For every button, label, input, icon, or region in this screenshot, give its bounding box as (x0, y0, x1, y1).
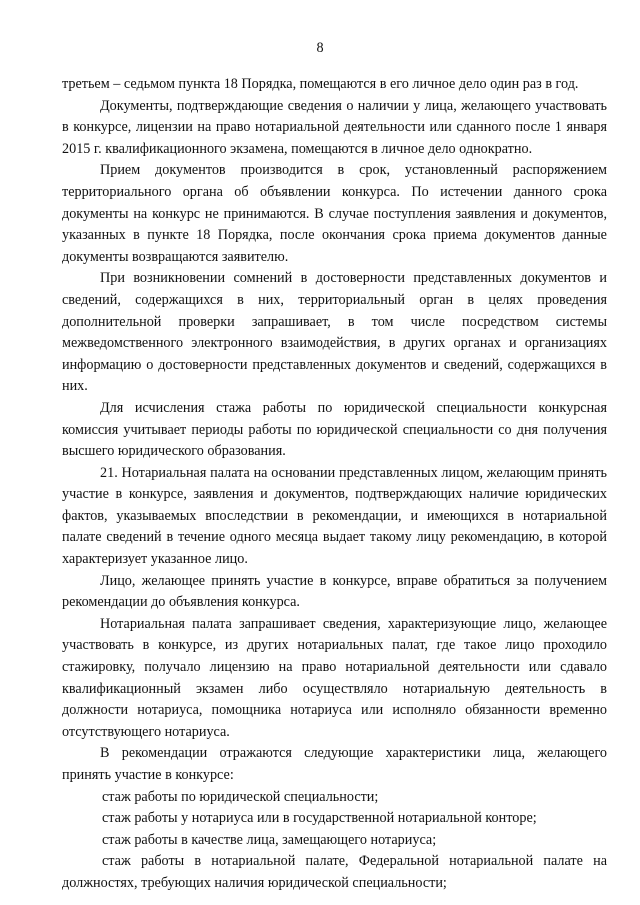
list-item: стаж работы по юридической специальности; (102, 788, 379, 805)
paragraph-license-documents: Документы, подтверждающие сведения о наличии у лица, желающего участвовать в конкурсе, лицензии на право нотариальной деятельности или сданного после 1 января 2015 г. квалификационного экзамена, помещаются в личное дело однократно. (62, 97, 607, 157)
list-item: стаж работы в нотариальной палате, Федеральной нотариальной палате на должностях, требующих наличия юридической специальности; (62, 853, 607, 891)
paragraph-chamber-inquiry: Нотариальная палата запрашивает сведения, характеризующие лицо, желающее участвовать в конкурсе, из других нотариальных палат, где такое лицо проходило стажировку, получало лицензию на право нотариальной деятельности или сдавало квалификационный экзамен либо осуществляло нотариальную деятельность в должности нотариуса, помощника нотариуса или исполняло обязанности временно отсутствующего нотариуса. (62, 615, 607, 740)
list-item: стаж работы в качестве лица, замещающего нотариуса; (102, 831, 437, 848)
paragraph-verification: При возникновении сомнений в достоверности представленных документов и сведений, содержащихся в них, территориальный орган в целях проведения дополнительной проверки запрашивает, в том числе посредством системы межведомственного электронного взаимодействия, в других органах и организациях информацию о достоверности представленных документов и сведений, содержащихся в них. (62, 270, 607, 395)
list-item: стаж работы у нотариуса или в государственной нотариальной конторе; (102, 810, 537, 827)
paragraph-recommendation-contents: В рекомендации отражаются следующие характеристики лица, желающего принять участие в конкурсе: (62, 745, 607, 783)
paragraph-recommendation-request: Лицо, желающее принять участие в конкурсе, вправе обратиться за получением рекомендации до объявления конкурса. (62, 572, 607, 611)
paragraph-continuation: третьем – седьмом пункта 18 Порядка, помещаются в его личное дело один раз в год. (62, 76, 579, 92)
page-number: 8 (316, 40, 324, 56)
paragraph-experience-calculation: Для исчисления стажа работы по юридической специальности конкурсная комиссия учитывает периоды работы по юридической специальности со дня получения высшего юридического образования. (62, 399, 607, 460)
paragraph-clause-21: 21. Нотариальная палата на основании представленных лицом, желающим принять участие в конкурсе, заявления и документов, подтверждающих наличие юридических фактов, указываемых впоследствии в рекомендации, и имеющихся в нотариальной палате сведений в течение одного месяца выдает такому лицу рекомендацию, в которой характеризует указанное лицо. (62, 464, 607, 568)
paragraph-document-acceptance: Прием документов производится в срок, установленный распоряжением территориального органа об объявлении конкурса. По истечении данного срока документы на конкурс не принимаются. В случае поступления заявления и документов, указанных в пункте 18 Порядка, после окончания срока приема документов данные документы возвращаются заявителю. (62, 162, 607, 265)
